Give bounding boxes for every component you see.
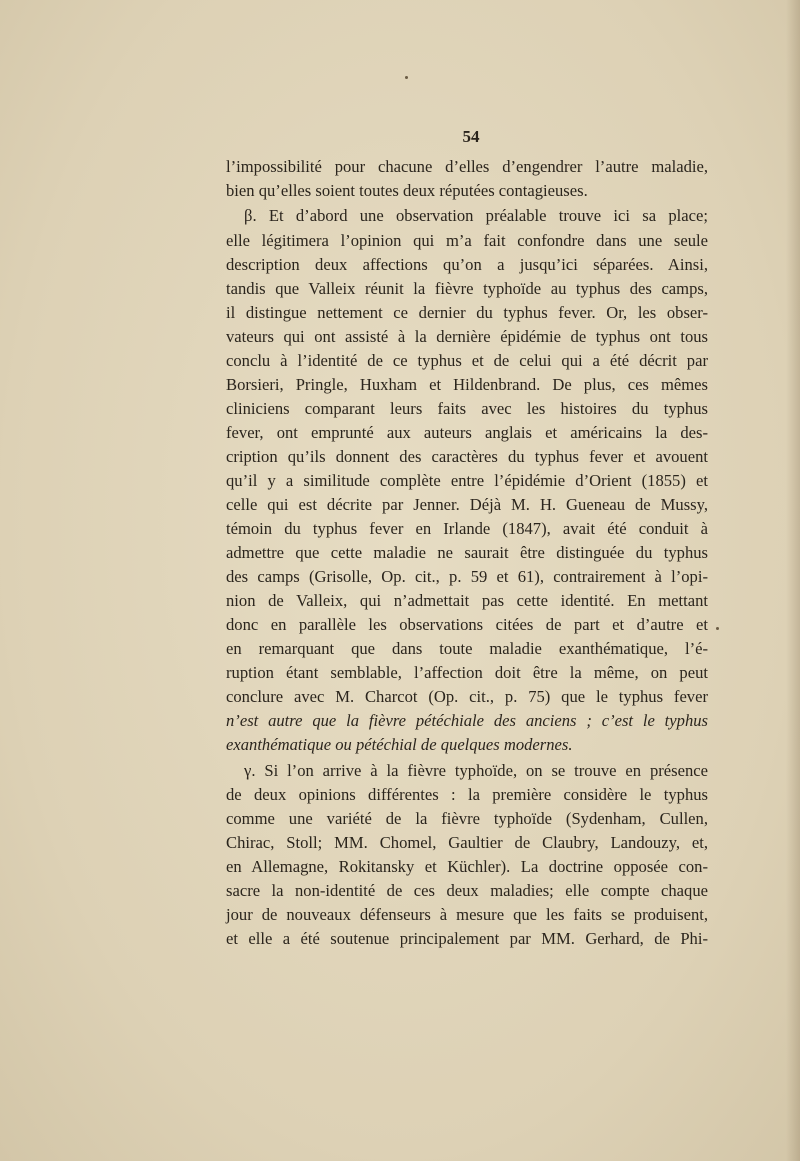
- text-line: γ. Si l’on arrive à la fièvre typhoïde, on se trouve en présence: [244, 761, 708, 780]
- text-line: elle légitimera l’opinion qui m’a fait confondre dans une seule: [226, 231, 708, 250]
- text-line: en remarquant que dans toute maladie exanthématique, l’é-: [226, 639, 708, 658]
- text-line: n’est autre que la fièvre pétéchiale des anciens ; c’est le typhus: [226, 711, 708, 730]
- text-line: en Allemagne, Rokitansky et Küchler). La doctrine opposée con-: [226, 857, 708, 876]
- text-line: qu’il y a similitude complète entre l’épidémie d’Orient (1855) et: [226, 471, 708, 490]
- text-line: bien qu’elles soient toutes deux réputées contagieuses.: [226, 181, 588, 200]
- text-line: celle qui est décrite par Jenner. Déjà M. H. Gueneau de Mussy,: [226, 495, 708, 514]
- body-text: [0, 150, 800, 970]
- text-line: description deux affections qu’on a jusqu’ici séparées. Ainsi,: [226, 255, 708, 274]
- text-line: donc en parallèle les observations citées de part et d’autre et: [226, 615, 708, 634]
- text-line: et elle a été soutenue principalement par MM. Gerhard, de Phi-: [226, 929, 708, 948]
- text-line: cliniciens comparant leurs faits avec les histoires du typhus: [226, 399, 708, 418]
- text-line: admettre que cette maladie ne saurait être distinguée du typhus: [226, 543, 708, 562]
- text-line: cription qu’ils donnent des caractères du typhus fever et avouent: [226, 447, 708, 466]
- text-line: sacre la non-identité de ces deux maladies; elle compte chaque: [226, 881, 708, 900]
- text-line: Borsieri, Pringle, Huxham et Hildenbrand. De plus, ces mêmes: [226, 375, 708, 394]
- text-line: tandis que Valleix réunit la fièvre typhoïde au typhus des camps,: [226, 279, 708, 298]
- text-line: conclu à l’identité de ce typhus et de celui qui a été décrit par: [226, 351, 708, 370]
- text-line: l’impossibilité pour chacune d’elles d’engendrer l’autre maladie,: [226, 157, 708, 176]
- text-line: il distingue nettement ce dernier du typhus fever. Or, les obser-: [226, 303, 708, 322]
- text-line: nion de Valleix, qui n’admettait pas cette identité. En mettant: [226, 591, 708, 610]
- text-line: des camps (Grisolle, Op. cit., p. 59 et 61), contrairement à l’opi-: [226, 567, 708, 586]
- text-line: β. Et d’abord une observation préalable trouve ici sa place;: [244, 206, 708, 225]
- page-number: 54: [462, 127, 480, 146]
- text-line: conclure avec M. Charcot (Op. cit., p. 75) que le typhus fever: [226, 687, 708, 706]
- text-line: vateurs qui ont assisté à la dernière épidémie de typhus ont tous: [226, 327, 708, 346]
- text-line: jour de nouveaux défenseurs à mesure que les faits se produisent,: [226, 905, 708, 924]
- text-line: de deux opinions différentes : la première considère le typhus: [226, 785, 708, 804]
- text-line: fever, ont emprunté aux auteurs anglais et américains la des-: [226, 423, 708, 442]
- text-line: comme une variété de la fièvre typhoïde (Sydenham, Cullen,: [226, 809, 708, 828]
- ink-speck: [405, 76, 408, 79]
- text-line: témoin du typhus fever en Irlande (1847), avait été conduit à: [226, 519, 708, 538]
- text-line: exanthématique ou pétéchial de quelques modernes.: [226, 735, 573, 754]
- text-line: ruption étant semblable, l’affection doit être la même, on peut: [226, 663, 708, 682]
- text-line: Chirac, Stoll; MM. Chomel, Gaultier de Claubry, Landouzy, et,: [226, 833, 708, 852]
